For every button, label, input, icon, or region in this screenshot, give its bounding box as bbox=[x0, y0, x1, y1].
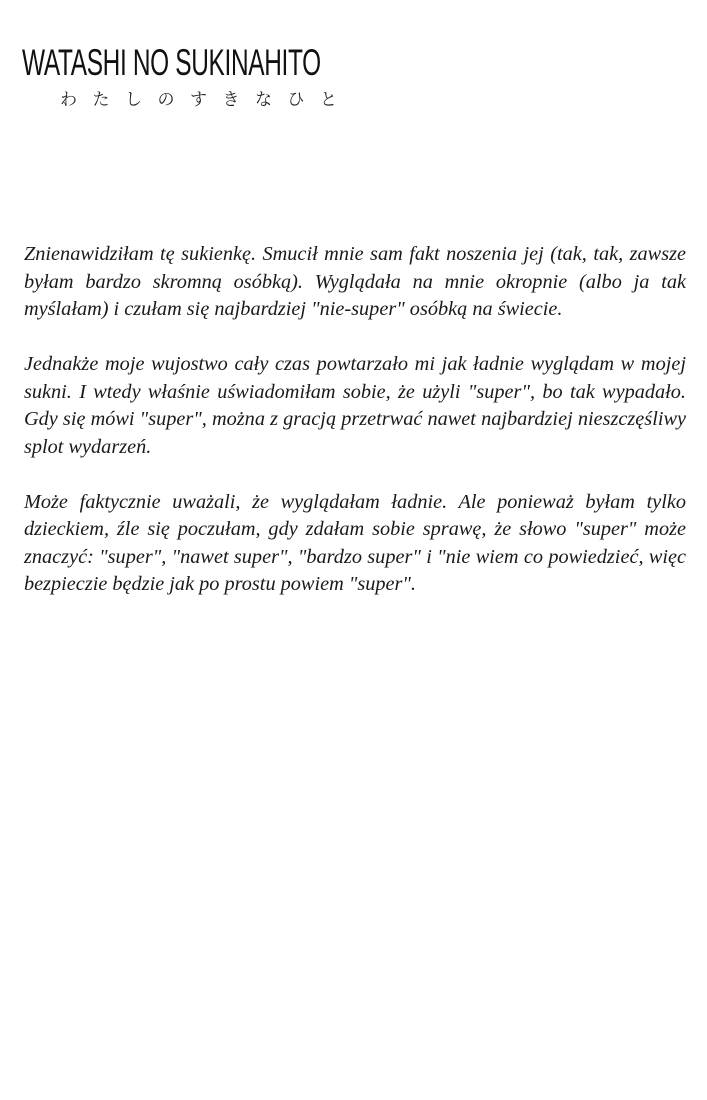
paragraph: Może faktycznie uważali, że wyglądałam ładnie. Ale ponieważ byłam tylko dzieckiem, źle się poczułam, gdy zdałam sobie sprawę, że słowo "super" może znaczyć: "super", "nawet super", "bardzo super" i "nie wiem co powiedzieć, więc bezpieczie będzie jak po prostu powiem "super". bbox=[24, 490, 686, 595]
body-text bbox=[24, 241, 686, 626]
page-title: WATASHI NO SUKINAHITO bbox=[22, 42, 321, 83]
title-block bbox=[22, 40, 442, 110]
paragraph: Jednakże moje wujostwo cały czas powtarzało mi jak ładnie wyglądam w mojej sukni. I wtedy właśnie uświadomiłam sobie, że użyli "super", bo tak wypadało. Gdy się mówi "super", można z gracją przetrwać nawet najbardziej nieszczęśliwy splot wydarzeń. bbox=[24, 353, 686, 458]
paragraph: Znienawidziłam tę sukienkę. Smucił mnie sam fakt noszenia jej (tak, tak, zawsze byłam bardzo skromną osóbką). Wyglądała na mnie okropnie (albo ja tak myślałam) i czułam się najbardziej "nie-super" osóbką na świecie. bbox=[24, 243, 686, 320]
page-subtitle: わたしのすきなひと bbox=[60, 90, 353, 110]
